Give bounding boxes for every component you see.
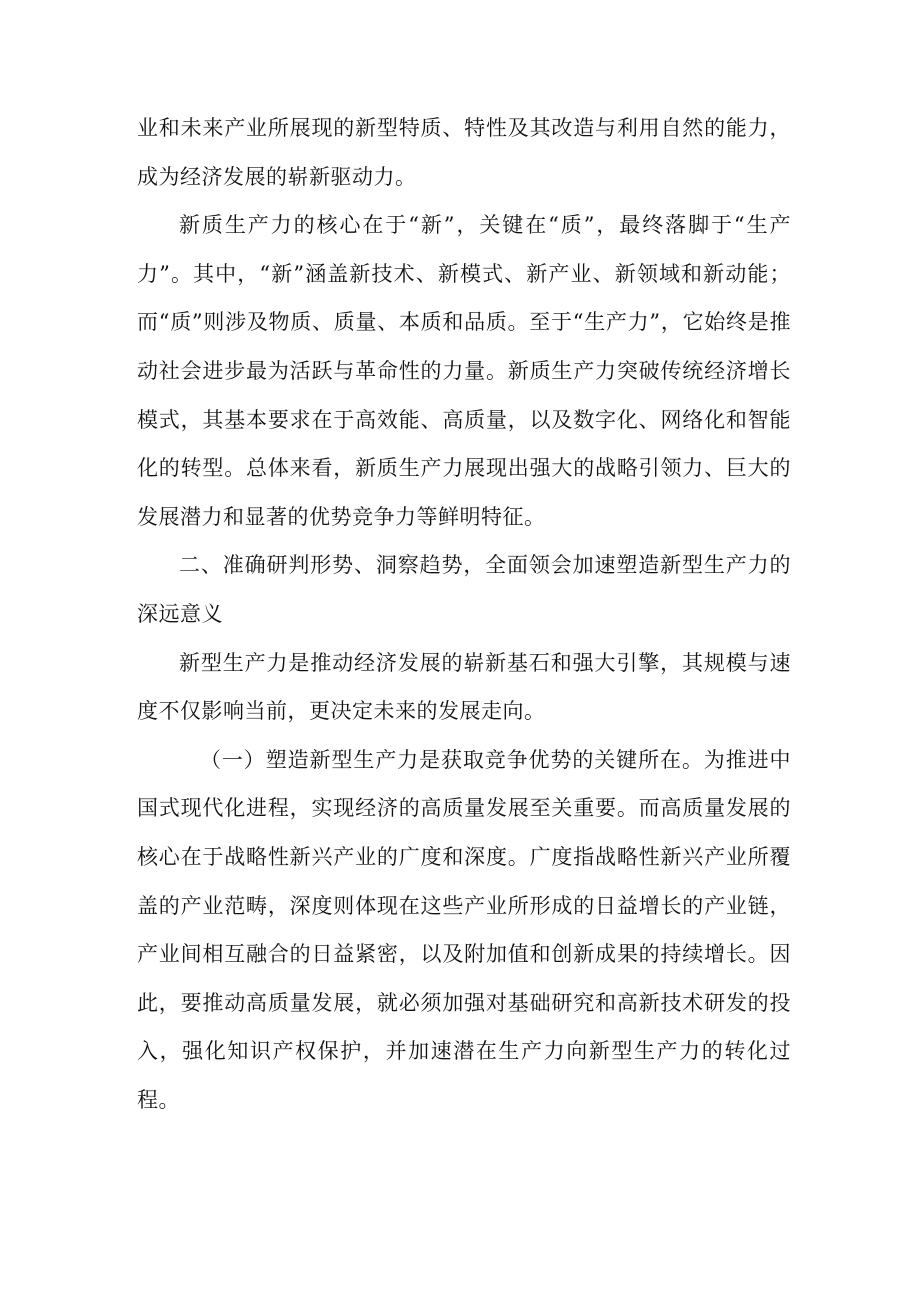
paragraph-foundation: 新型生产力是推动经济发展的崭新基石和强大引擎，其规模与速度不仅影响当前，更决定未来的发展走向。 bbox=[137, 650, 791, 724]
document-body bbox=[137, 104, 791, 1124]
section-heading-two: 二、准确研判形势、洞察趋势，全面领会加速塑造新型生产力的深远意义 bbox=[137, 553, 791, 626]
paragraph-subsection-one: （一）塑造新型生产力是获取竞争优势的关键所在。为推进中国式现代化进程，实现经济的高质量发展至关重要。而高质量发展的核心在于战略性新兴产业的广度和深度。广度指战略性新兴产业所覆盖的产业范畴，深度则体现在这些产业所形成的日益增长的产业链，产业间相互融合的日益紧密，以及附加值和创新成果的持续增长。因此，要推动高质量发展，就必须加强对基础研究和高新技术研发的投入，强化知识产权保护，并加速潜在生产力向新型生产力的转化过程。 bbox=[137, 747, 791, 1112]
paragraph-continuation: 业和未来产业所展现的新型特质、特性及其改造与利用自然的能力，成为经济发展的崭新驱动力。 bbox=[137, 116, 791, 189]
paragraph-core-concept: 新质生产力的核心在于“新”，关键在“质”，最终落脚于“生产力”。其中，“新”涵盖新技术、新模式、新产业、新领域和新动能；而“质”则涉及物质、质量、本质和品质。至于“生产力”，它始终是推动社会进步最为活跃与革命性的力量。新质生产力突破传统经济增长模式，其基本要求在于高效能、高质量，以及数字化、网络化和智能化的转型。总体来看，新质生产力展现出强大的战略引领力、巨大的发展潜力和显著的优势竞争力等鲜明特征。 bbox=[137, 213, 791, 529]
